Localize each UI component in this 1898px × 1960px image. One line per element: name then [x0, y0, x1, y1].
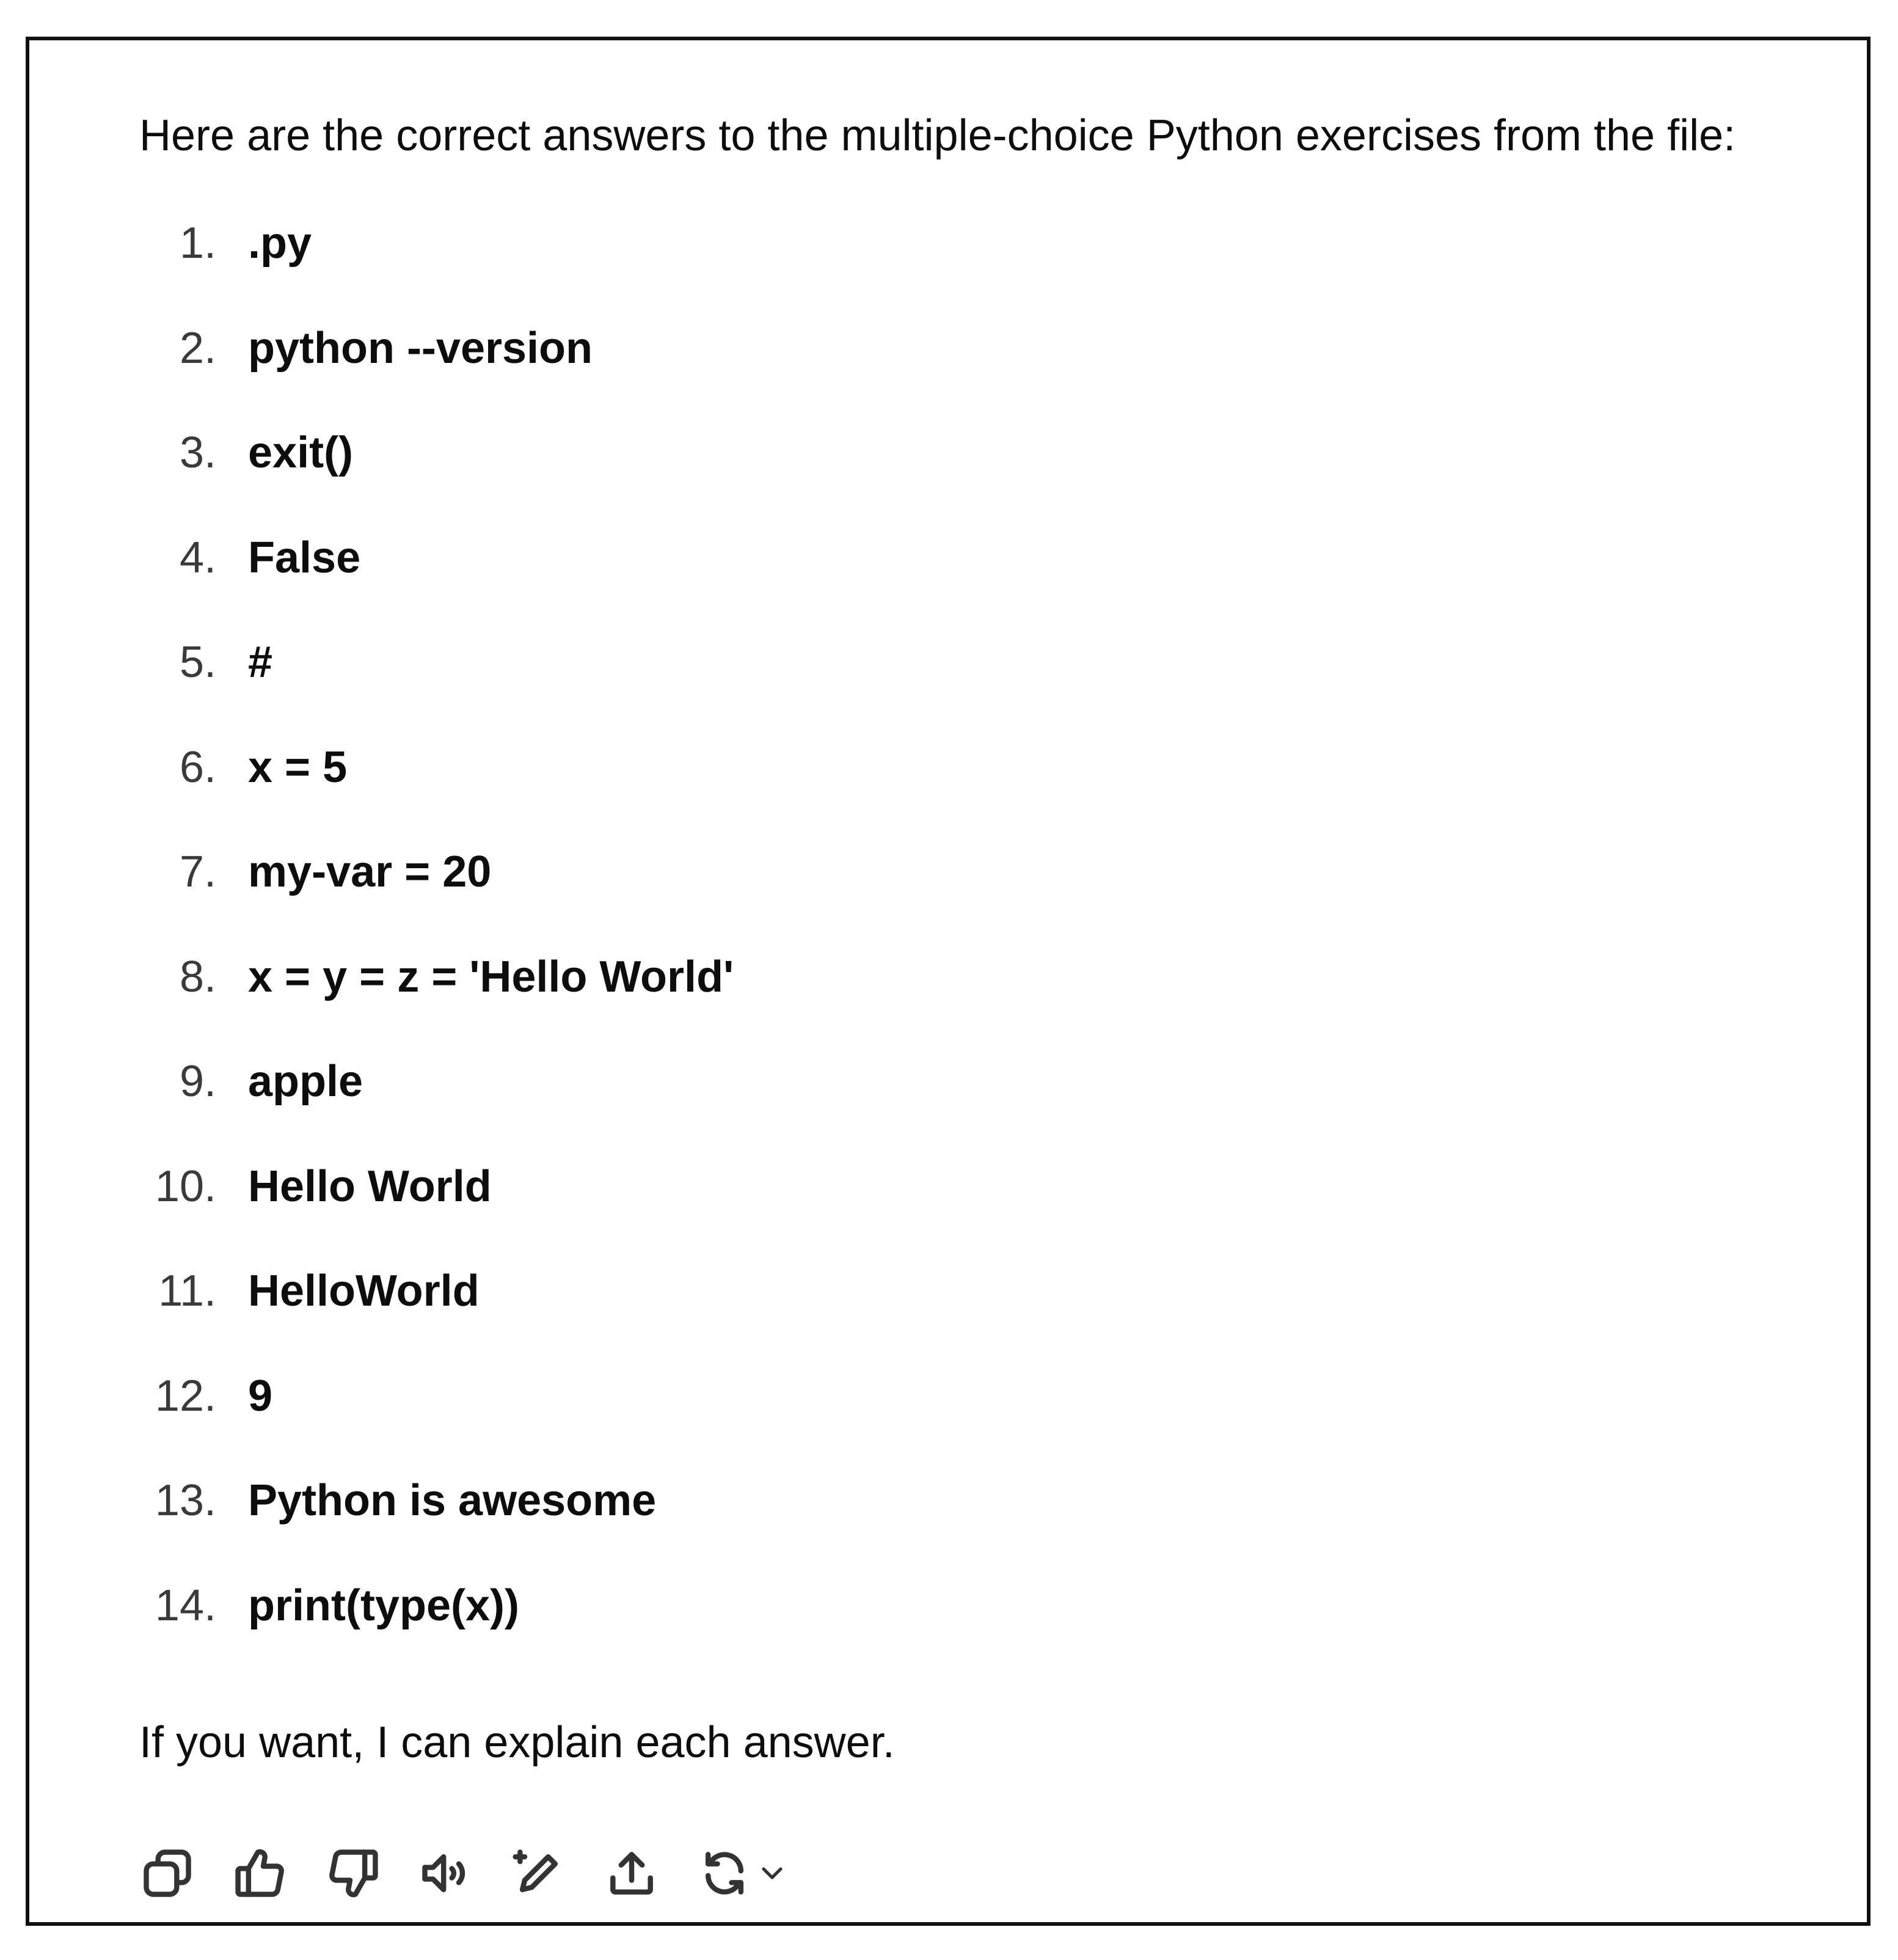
list-item: [112, 1371, 734, 1479]
answer-text: #: [248, 638, 273, 687]
answer-text: Python is awesome: [248, 1476, 657, 1525]
answer-text: False: [248, 533, 361, 582]
answer-number: 6.: [179, 742, 216, 792]
message-action-toolbar: [139, 1843, 819, 1904]
answer-number: 1.: [179, 219, 216, 268]
answer-text: python --version: [248, 323, 593, 373]
list-item: [112, 847, 734, 955]
answer-number: 4.: [179, 533, 216, 582]
list-item: [112, 1581, 734, 1689]
answer-text: Hello World: [248, 1161, 492, 1211]
list-item: [112, 1269, 734, 1374]
answer-number: 9.: [179, 1057, 216, 1106]
read-aloud-button[interactable]: [418, 1843, 511, 1904]
answer-text: x = 5: [248, 742, 348, 792]
chat-message-card: [26, 37, 1871, 1926]
answer-number: 10.: [155, 1161, 216, 1211]
answer-number: 13.: [155, 1476, 216, 1525]
answer-number: 7.: [179, 847, 216, 896]
answer-text: exit(): [248, 428, 354, 477]
thumbs-up-icon: [232, 1845, 288, 1901]
edit-in-canvas-button[interactable]: [511, 1843, 604, 1904]
answer-text: 9: [248, 1371, 273, 1421]
list-item: [112, 640, 734, 745]
chevron-down-icon: [755, 1856, 789, 1890]
answer-number: 5.: [179, 638, 216, 687]
message-intro: Here are the correct answers to the multiple-choice Python exercises from the file:: [139, 111, 1736, 160]
list-item: [112, 221, 734, 326]
answer-number: 2.: [179, 323, 216, 373]
list-item: [112, 742, 734, 850]
regenerate-button[interactable]: [696, 1843, 819, 1904]
answer-text: x = y = z = 'Hello World': [248, 952, 734, 1001]
answer-text: HelloWorld: [248, 1267, 480, 1315]
good-response-button[interactable]: [232, 1843, 325, 1904]
message-outro: If you want, I can explain each answer.: [139, 1718, 895, 1767]
answer-text: .py: [248, 219, 312, 268]
answer-list: [112, 221, 734, 1688]
bad-response-button[interactable]: [325, 1843, 418, 1904]
answer-text: my-var = 20: [248, 847, 492, 896]
copy-icon: [139, 1845, 195, 1901]
regenerate-icon: [696, 1845, 753, 1901]
thumbs-down-icon: [325, 1845, 381, 1901]
read-aloud-icon: [418, 1845, 474, 1901]
list-item: [112, 428, 734, 536]
share-button[interactable]: [604, 1843, 696, 1904]
list-item: [112, 1161, 734, 1270]
answer-number: 14.: [155, 1581, 216, 1630]
answer-text: apple: [248, 1057, 363, 1106]
list-item: [112, 323, 734, 431]
list-item: [112, 1476, 734, 1584]
list-item: [112, 533, 734, 641]
list-item: [112, 952, 734, 1060]
answer-number: 3.: [179, 428, 216, 477]
answer-number: 8.: [179, 952, 216, 1001]
answer-number: 11.: [158, 1267, 216, 1315]
list-item: [112, 1059, 734, 1165]
answer-text: print(type(x)): [248, 1581, 519, 1630]
answer-number: 12.: [155, 1371, 216, 1421]
edit-icon: [511, 1845, 567, 1901]
message-content: [112, 40, 1818, 1922]
share-icon: [604, 1845, 660, 1901]
copy-button[interactable]: [139, 1843, 232, 1904]
